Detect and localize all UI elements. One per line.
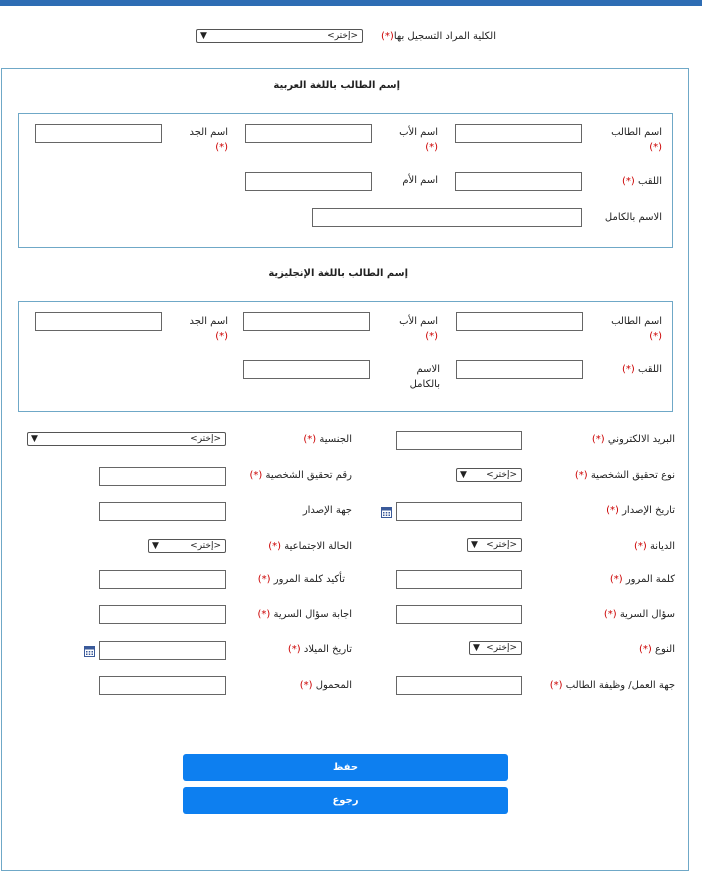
faculty-select[interactable]: <إختر> ▼ bbox=[196, 29, 363, 43]
en-full-name-label: الاسم بالكامل bbox=[409, 364, 440, 390]
confirm-password-input[interactable] bbox=[99, 570, 226, 589]
issue-date-label: تاريخ الإصدار (*) bbox=[606, 505, 675, 516]
mobile-label: المحمول (*) bbox=[299, 680, 352, 691]
ar-student-name-input[interactable] bbox=[455, 124, 582, 143]
birth-date-label: تاريخ الميلاد (*) bbox=[287, 644, 352, 655]
confirm-password-label: تأكيد كلمة المرور (*) bbox=[257, 574, 345, 585]
email-input[interactable] bbox=[396, 431, 522, 450]
password-label: كلمة المرور (*) bbox=[609, 574, 675, 585]
birth-date-input[interactable] bbox=[99, 641, 226, 660]
en-father-name-input[interactable] bbox=[243, 312, 370, 331]
gender-label: النوع (*) bbox=[639, 644, 675, 655]
ar-student-name-label: اسم الطالب (*) bbox=[611, 127, 662, 153]
en-student-name-input[interactable] bbox=[456, 312, 583, 331]
mobile-input[interactable] bbox=[99, 676, 226, 695]
en-student-name-label: اسم الطالب (*) bbox=[611, 316, 662, 342]
secret-answer-label: اجابة سؤال السرية (*) bbox=[257, 609, 352, 620]
email-label: البريد الالكتروني (*) bbox=[591, 434, 675, 445]
en-grandfather-name-label: اسم الجد (*) bbox=[189, 316, 228, 342]
ar-mother-name-label: اسم الأم bbox=[402, 175, 438, 186]
secret-question-label: سؤال السرية (*) bbox=[603, 609, 675, 620]
employer-input[interactable] bbox=[396, 676, 522, 695]
id-number-label: رقم تحقيق الشخصية (*) bbox=[249, 470, 352, 481]
ar-surname-input[interactable] bbox=[455, 172, 582, 191]
save-button[interactable]: حفظ bbox=[183, 754, 508, 781]
secret-answer-input[interactable] bbox=[99, 605, 226, 624]
ar-grandfather-name-label: اسم الجد (*) bbox=[189, 127, 228, 153]
ar-surname-label: اللقب (*) bbox=[621, 176, 662, 187]
calendar-icon[interactable] bbox=[381, 507, 392, 518]
ar-grandfather-name-input[interactable] bbox=[35, 124, 162, 143]
religion-label: الديانة (*) bbox=[633, 541, 675, 552]
nationality-label: الجنسية (*) bbox=[303, 434, 352, 445]
ar-mother-name-input[interactable] bbox=[245, 172, 372, 191]
nationality-select[interactable]: <إختر> ▼ bbox=[27, 432, 226, 446]
en-full-name-input[interactable] bbox=[243, 360, 370, 379]
chevron-down-icon: ▼ bbox=[460, 470, 467, 480]
issue-date-input[interactable] bbox=[396, 502, 522, 521]
english-section-title: إسم الطالب باللغة الإنجليزية bbox=[268, 268, 408, 279]
chevron-down-icon: ▼ bbox=[473, 643, 480, 653]
marital-status-label: الحالة الاجتماعية (*) bbox=[268, 541, 352, 552]
ar-full-name-label: الاسم بالكامل bbox=[604, 212, 662, 223]
chevron-down-icon: ▼ bbox=[471, 540, 478, 550]
ar-full-name-input[interactable] bbox=[312, 208, 582, 227]
gender-select[interactable]: <إختر> ▼ bbox=[469, 641, 522, 655]
chevron-down-icon: ▼ bbox=[31, 434, 38, 444]
back-button[interactable]: رجوع bbox=[183, 787, 508, 814]
id-number-input[interactable] bbox=[99, 467, 226, 486]
id-type-label: نوع تحقيق الشخصية (*) bbox=[574, 470, 675, 481]
en-surname-label: اللقب (*) bbox=[621, 364, 662, 375]
marital-status-select[interactable]: <إختر> ▼ bbox=[148, 539, 226, 553]
faculty-label: الكلية المراد التسجيل بها(*) bbox=[381, 31, 496, 42]
en-surname-input[interactable] bbox=[456, 360, 583, 379]
en-father-name-label: اسم الأب (*) bbox=[399, 316, 438, 342]
religion-select[interactable]: <إختر> ▼ bbox=[467, 538, 522, 552]
arabic-section-title: إسم الطالب باللغة العربية bbox=[273, 80, 400, 91]
ar-father-name-label: اسم الأب (*) bbox=[399, 127, 438, 153]
ar-father-name-input[interactable] bbox=[245, 124, 372, 143]
employer-label: جهة العمل/ وظيفة الطالب (*) bbox=[549, 680, 675, 691]
issuer-input[interactable] bbox=[99, 502, 226, 521]
en-grandfather-name-input[interactable] bbox=[35, 312, 162, 331]
secret-question-input[interactable] bbox=[396, 605, 522, 624]
calendar-icon[interactable] bbox=[84, 646, 95, 657]
chevron-down-icon: ▼ bbox=[200, 31, 207, 41]
id-type-select[interactable]: <إختر> ▼ bbox=[456, 468, 522, 482]
top-bar bbox=[0, 0, 702, 6]
issuer-label: جهة الإصدار bbox=[302, 505, 352, 516]
password-input[interactable] bbox=[396, 570, 522, 589]
chevron-down-icon: ▼ bbox=[152, 541, 159, 551]
